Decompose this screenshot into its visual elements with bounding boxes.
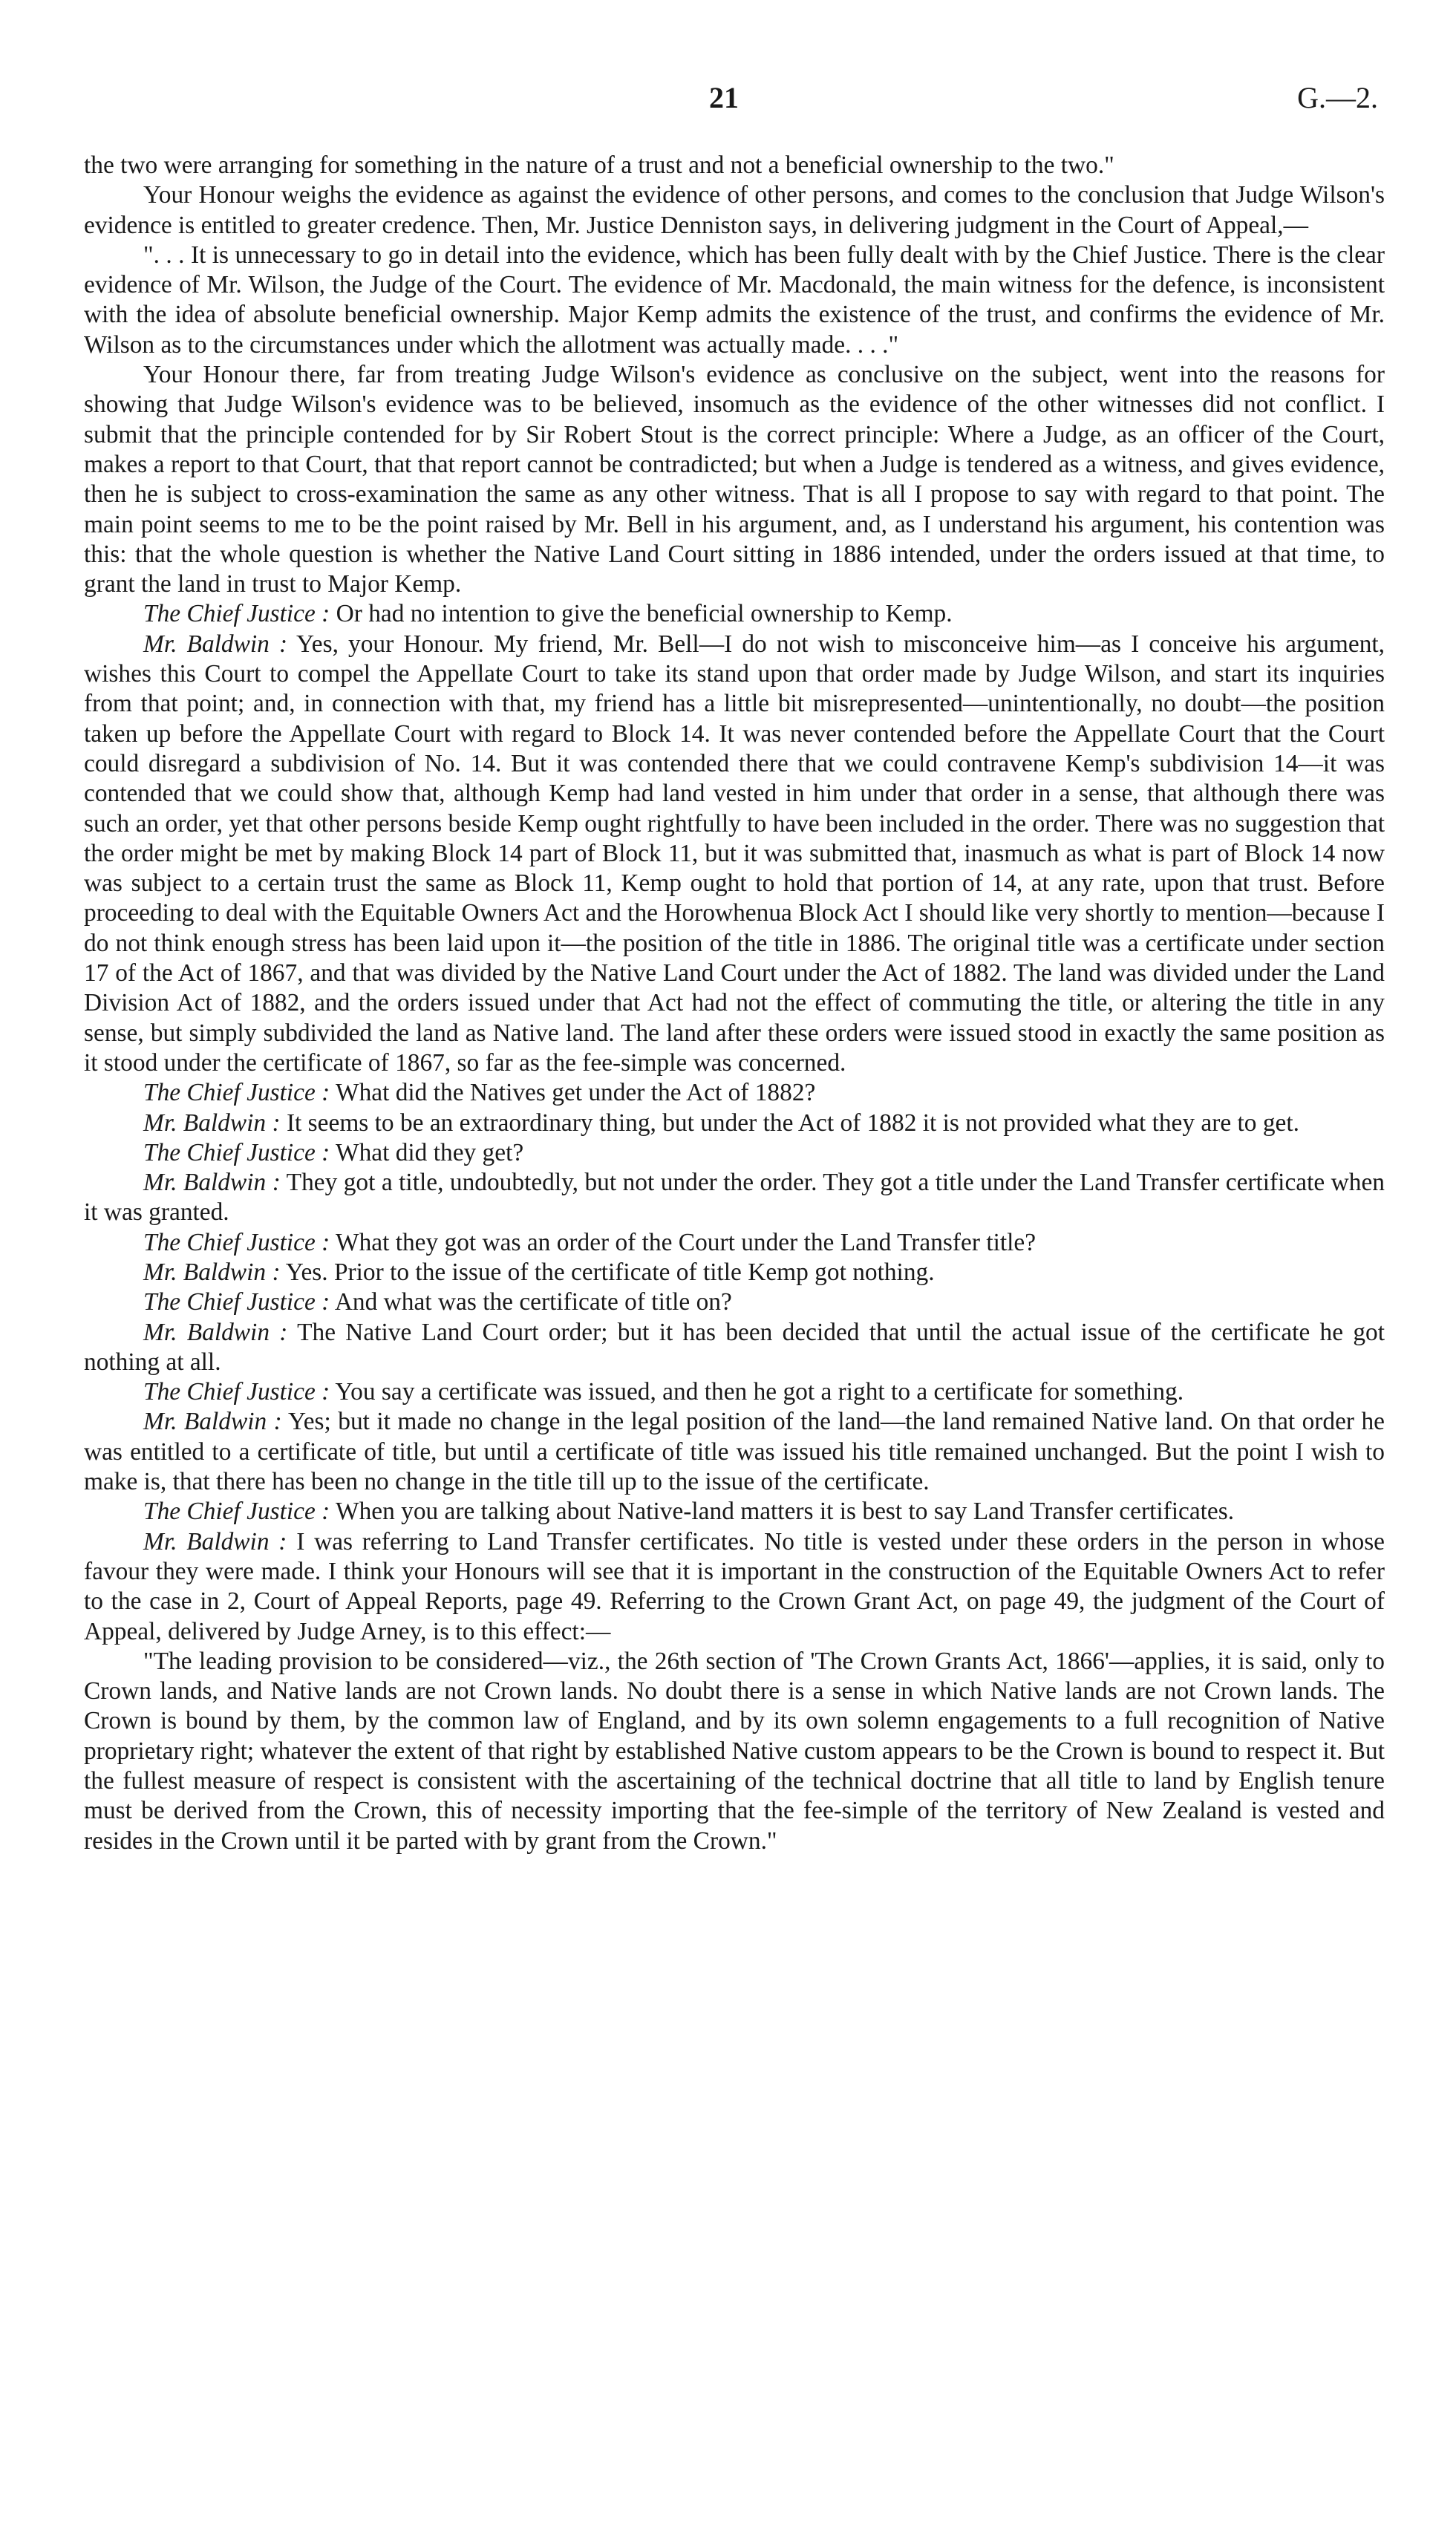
dialogue-line: Mr. Baldwin : It seems to be an extraordinary thing, but under the Act of 1882 it is not provided what they are to get. (143, 1109, 1299, 1137)
dialogue-line: Mr. Baldwin : The Native Land Court order; but it has been decided that until the actual issue of the certificate he got nothing at all. (84, 1318, 1385, 1376)
dialogue-line: The Chief Justice : What did the Natives get under the Act of 1882? (143, 1079, 816, 1107)
dialogue-line: Mr. Baldwin : I was referring to Land Transfer certificates. No title is vested under these orders in the person in whose favour they were made. I think your Honours will see that it is important in the construction of the Equitable Owners Act to refer to the case in 2, Court of Appeal Reports, page 49. Referring to the Crown Grant Act, on page 49, the judgment of the Court of Appeal, delivered by Judge Arney, is to this effect:— (84, 1527, 1385, 1645)
quoted-passage: ". . . It is unnecessary to go in detail into the evidence, which has been fully dealt with by the Chief Justice. There is the clear evidence of Mr. Wilson, the Judge of the Court. The evidence of Mr. Macdonald, the main witness for the defence, is inconsistent with the idea of absolute beneficial ownership. Major Kemp admits the existence of the trust, and confirms the evidence of Mr. Wilson as to the circumstances under which the allotment was actually made. . . ." (84, 241, 1385, 359)
dialogue-line: Mr. Baldwin : Yes; but it made no change in the legal position of the land—the land remained Native land. On that order he was entitled to a certificate of title, but until a certificate of title was issued his title remained unchanged. But the point I wish to make is, that there has been no change in the title till up to the issue of the certificate. (84, 1408, 1385, 1496)
dialogue-line: Mr. Baldwin : Yes, your Honour. My friend, Mr. Bell—I do not wish to misconceive him—as I conceive his argument, wishes this Court to compel the Appellate Court to take its stand upon that order made by Judge Wilson, and start its inquiries from that point; and, in connection with that, my friend has a little bit misrepresented—unintentionally, no doubt—the position taken up before the Appellate Court with regard to Block 14. It was never contended before the Appellate Court that the Court could disregard a subdivision of No. 14. But it was contended there that we could contravene Kemp's subdivision 14—it was contended that we could show that, although Kemp had land vested in him under that order in a sense, that although there was such an order, yet that other persons beside Kemp ought rightfully to have been included in the order. There was no suggestion that the order might be met by making Block 14 part of Block 11, but it was submitted that, inasmuch as what is part of Block 14 now was subject to a certain trust the same as Block 11, Kemp ought to hold that portion of 14, at any rate, upon that trust. Before proceeding to deal with the Equitable Owners Act and the Horowhenua Block Act I should like very shortly to mention—because I do not think enough stress has been laid upon it—the position of the title in 1886. The original title was a certificate under section 17 of the Act of 1867, and that was divided by the Native Land Court under the Act of 1882. The land was divided under the Land Division Act of 1882, and the orders issued under that Act had not the effect of commuting the title, or altering the title in any sense, but simply subdivided the land as Native land. The land after these orders were issued stood in exactly the same position as it stood under the certificate of 1867, so far as the fee-simple was concerned. (84, 630, 1385, 1077)
speaker-label: The Chief Justice : (143, 1138, 330, 1166)
paragraph: Your Honour there, far from treating Judge Wilson's evidence as conclusive on the subject, went into the reasons for showing that Judge Wilson's evidence was to be believed, insomuch as the evidence of the other witnesses did not conflict. I submit that the principle contended for by Sir Robert Stout is the correct principle: Where a Judge, as an officer of the Court, makes a report to that Court, that that report cannot be contradicted; but when a Judge is tendered as a witness, and gives evidence, then he is subject to cross-examination the same as any other witness. That is all I propose to say with regard to that point. The main point seems to me to be the point raised by Mr. Bell in his argument, and, as I understand his argument, his contention was this: that the whole question is whether the Native Land Court sitting in 1886 intended, under the orders issued at that time, to grant the land in trust to Major Kemp. (84, 361, 1385, 598)
speaker-label: The Chief Justice : (143, 1228, 330, 1256)
page-number: 21 (709, 81, 739, 114)
speaker-label: The Chief Justice : (143, 1498, 330, 1526)
speaker-label: The Chief Justice : (143, 1378, 330, 1406)
speaker-label: Mr. Baldwin : (143, 1109, 281, 1137)
dialogue-line: Mr. Baldwin : They got a title, undoubtedly, but not under the order. They got a title under the Land Transfer certificate when it was granted. (84, 1169, 1385, 1227)
body-text (84, 151, 1385, 1856)
speaker-label: Mr. Baldwin : (143, 630, 288, 658)
dialogue-line: Mr. Baldwin : Yes. Prior to the issue of the certificate of title Kemp got nothing. (143, 1258, 935, 1286)
document-reference: G.—2. (1297, 81, 1378, 114)
speaker-label: Mr. Baldwin : (143, 1408, 282, 1436)
speaker-label: The Chief Justice : (143, 1079, 330, 1107)
dialogue-line: The Chief Justice : What did they get? (143, 1138, 524, 1166)
dialogue-line: The Chief Justice : Or had no intention to give the beneficial ownership to Kemp. (143, 600, 953, 628)
speaker-label: Mr. Baldwin : (143, 1318, 288, 1346)
speaker-label: Mr. Baldwin : (143, 1169, 281, 1197)
dialogue-line: The Chief Justice : And what was the certificate of title on? (143, 1288, 732, 1316)
speaker-label: Mr. Baldwin : (143, 1258, 281, 1286)
speaker-label: The Chief Justice : (143, 600, 330, 628)
paragraph: the two were arranging for something in the nature of a trust and not a beneficial ownership to the two." (84, 151, 1114, 179)
speaker-label: Mr. Baldwin : (143, 1527, 287, 1555)
dialogue-line: The Chief Justice : You say a certificate was issued, and then he got a right to a certificate for something. (143, 1378, 1184, 1406)
dialogue-line: The Chief Justice : What they got was an order of the Court under the Land Transfer title? (143, 1228, 1036, 1256)
paragraph: Your Honour weighs the evidence as against the evidence of other persons, and comes to the conclusion that Judge Wilson's evidence is entitled to greater credence. Then, Mr. Justice Denniston says, in delivering judgment in the Court of Appeal,— (84, 181, 1385, 239)
page-header (0, 80, 1456, 125)
speaker-label: The Chief Justice : (143, 1288, 330, 1316)
quoted-passage: "The leading provision to be considered—viz., the 26th section of 'The Crown Grants Act, 1866'—applies, it is said, only to Crown lands, and Native lands are not Crown lands. No doubt there is a sense in which Native lands are not Crown lands. The Crown is bound by them, by the common law of England, and by its own solemn engagements to a full recognition of Native proprietary right; whatever the extent of that right by established Native custom appears to be the Crown is bound to respect it. But the fullest measure of respect is consistent with the ascertaining of the technical doctrine that all title to land by English tenure must be derived from the Crown, this of necessity importing that the fee-simple of the territory of New Zealand is vested and resides in the Crown until it be parted with by grant from the Crown." (84, 1647, 1385, 1855)
dialogue-line: The Chief Justice : When you are talking about Native-land matters it is best to say Land Transfer certificates. (143, 1498, 1235, 1526)
